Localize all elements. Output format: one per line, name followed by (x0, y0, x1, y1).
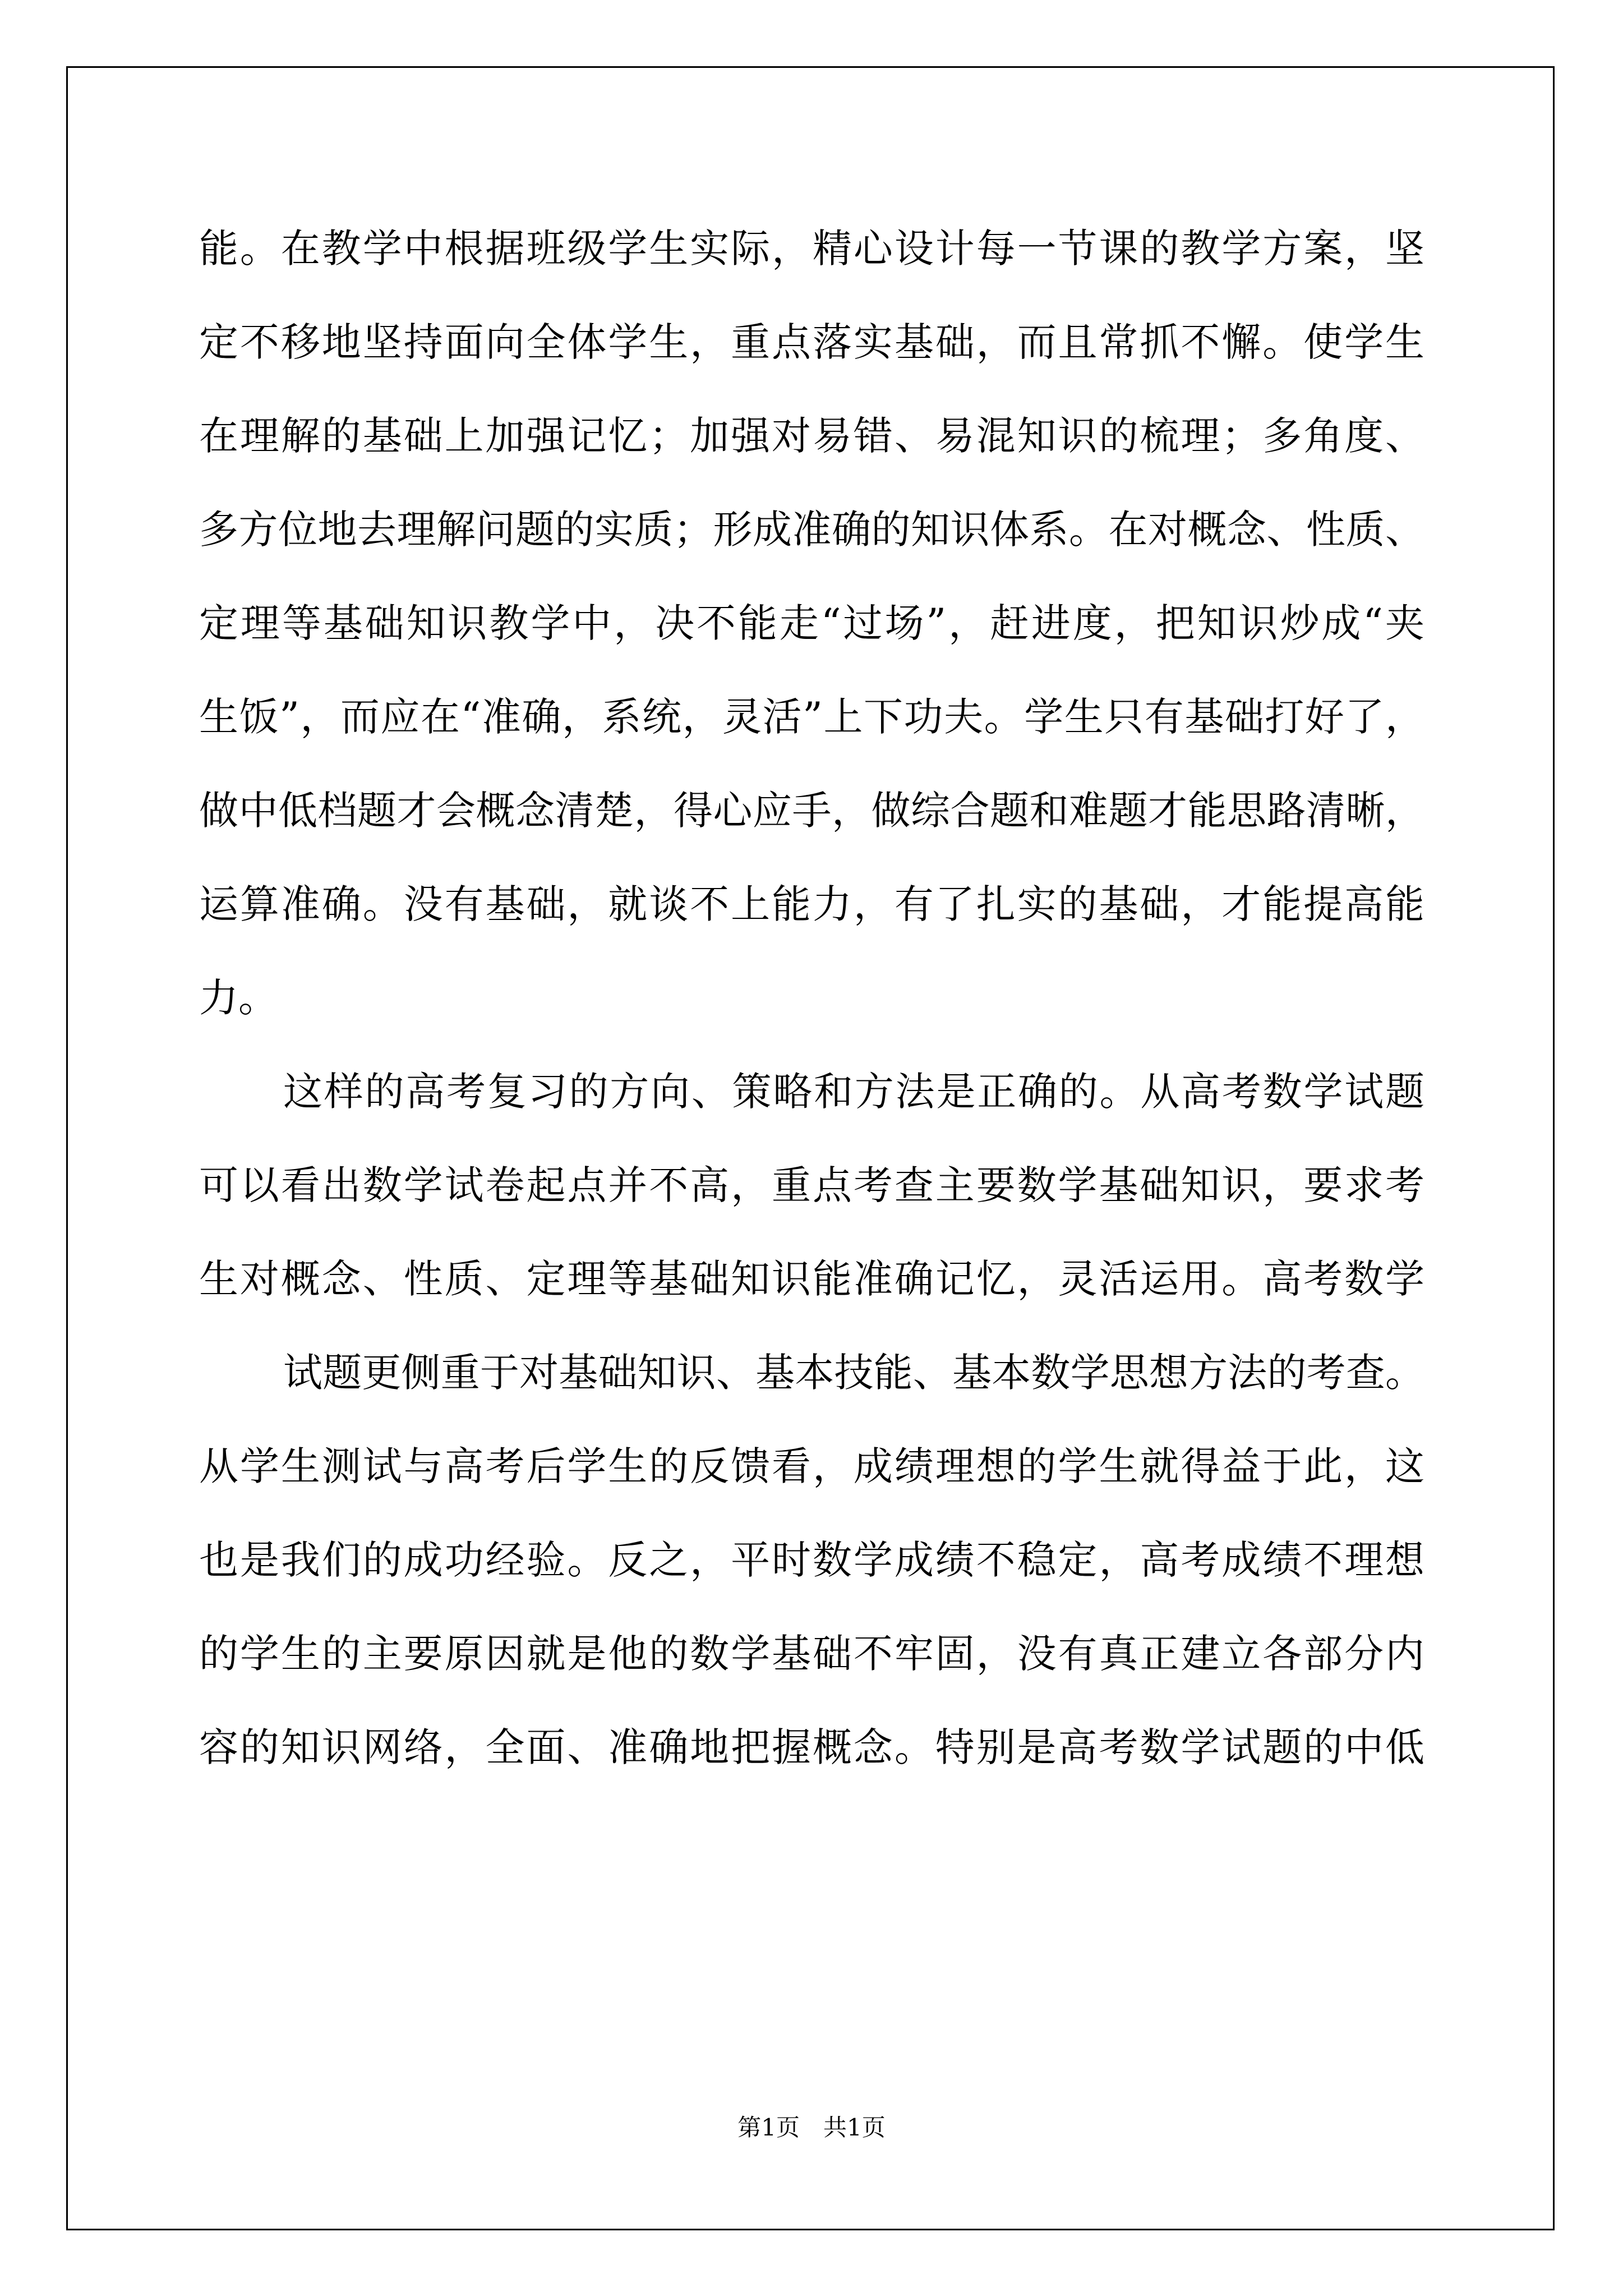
text-line: 也是我们的成功经验。反之，平时数学成绩不稳定，高考成绩不理想 (199, 1537, 1424, 1583)
text-line: 生饭”，而应在“准确，系统，灵活”上下功夫。学生只有基础打好了， (199, 694, 1424, 740)
text-line: 生对概念、性质、定理等基础知识能准确记忆，灵活运用。高考数学 (199, 1256, 1424, 1302)
text-line: 力。 (199, 975, 278, 1021)
text-line: 容的知识网络，全面、准确地把握概念。特别是高考数学试题的中低 (199, 1724, 1424, 1770)
text-line: 试题更侧重于对基础知识、基本技能、基本数学思想方法的考查。 (283, 1350, 1424, 1396)
page-number-footer: 第1页 共1页 (737, 2114, 886, 2141)
text-line: 定不移地坚持面向全体学生，重点落实基础，而且常抓不懈。使学生 (199, 319, 1424, 365)
text-line: 定理等基础知识教学中，决不能走“过场”，赶进度，把知识炒成“夹 (199, 600, 1424, 646)
document-body (199, 202, 1424, 1795)
text-line: 运算准确。没有基础，就谈不上能力，有了扎实的基础，才能提高能 (199, 881, 1424, 927)
text-line: 在理解的基础上加强记忆；加强对易错、易混知识的梳理；多角度、 (199, 413, 1424, 459)
text-line: 做中低档题才会概念清楚，得心应手，做综合题和难题才能思路清晰， (199, 788, 1424, 834)
text-line: 的学生的主要原因就是他的数学基础不牢固，没有真正建立各部分内 (199, 1631, 1424, 1677)
text-line: 可以看出数学试卷起点并不高，重点考查主要数学基础知识，要求考 (199, 1162, 1424, 1208)
text-line: 从学生测试与高考后学生的反馈看，成绩理想的学生就得益于此，这 (199, 1443, 1424, 1489)
text-line: 这样的高考复习的方向、策略和方法是正确的。从高考数学试题 (283, 1069, 1424, 1115)
text-line: 多方位地去理解问题的实质；形成准确的知识体系。在对概念、性质、 (199, 507, 1424, 553)
text-line: 能。在教学中根据班级学生实际，精心设计每一节课的教学方案，坚 (199, 226, 1424, 272)
